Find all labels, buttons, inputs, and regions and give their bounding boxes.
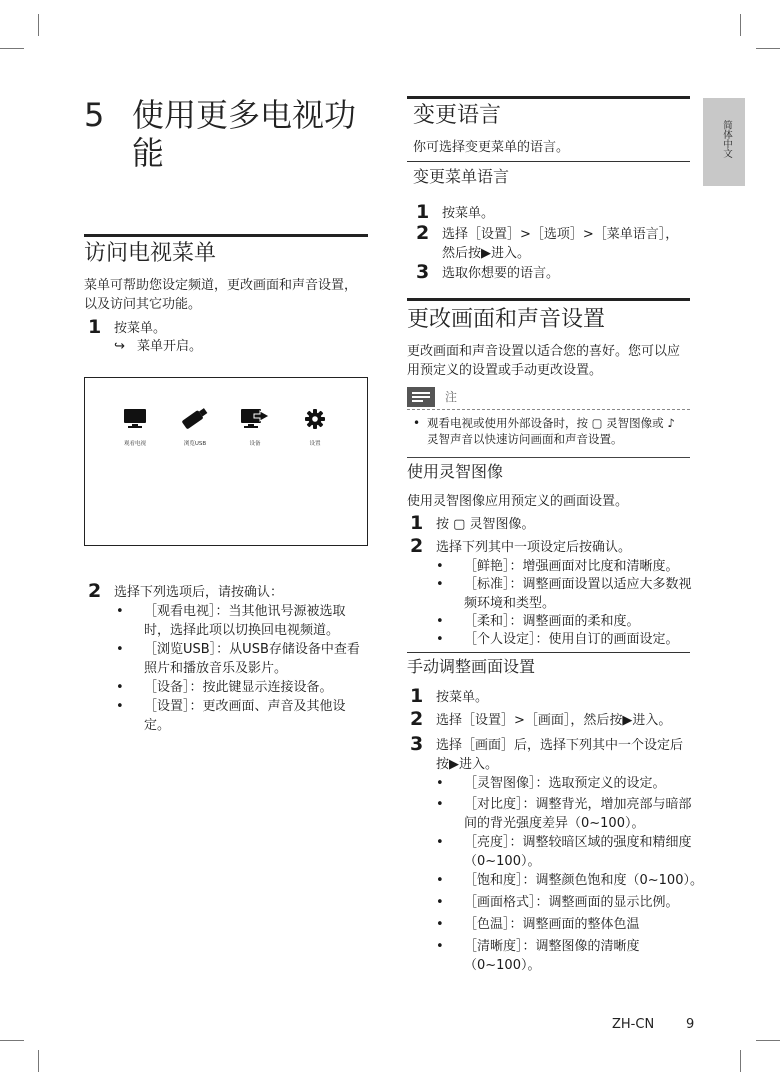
subsection-rule: [407, 161, 690, 162]
bullet-dot: •: [436, 917, 444, 932]
crop-mark: [38, 1050, 39, 1072]
bullet-text: ［画面格式］：调整画面的显示比例。: [464, 895, 679, 910]
bullet-dot: •: [436, 776, 444, 791]
section-rule: [407, 96, 690, 99]
language-side-tab: [703, 98, 745, 186]
footer-locale: ZH-CN: [612, 1017, 655, 1032]
chapter-title: 使用更多电视功能: [132, 96, 357, 172]
section-heading-change-language: 变更语言: [413, 103, 502, 128]
bullet-dot: •: [116, 699, 124, 714]
menu-item-label: 浏览USB: [183, 441, 207, 447]
step-text: 选择下列选项后，请按确认：: [114, 585, 284, 600]
step-number: 1: [88, 316, 102, 338]
step-number: 1: [416, 201, 430, 223]
chapter-number: 5: [84, 96, 105, 134]
bullet-text: ［亮度］：调整较暗区域的强度和精细度（0~100）。: [464, 835, 692, 869]
step-number: 2: [410, 535, 424, 557]
subheading-change-menu-language: 变更菜单语言: [413, 167, 510, 186]
note-label: 注: [445, 390, 458, 404]
bullet-text: ［灵智图像］：选取预定义的设定。: [464, 776, 666, 791]
menu-item-label: 设置: [309, 441, 321, 447]
section-rule: [407, 298, 690, 301]
step-text: 按菜单。: [436, 690, 489, 705]
bullet-text: ［浏览USB］：从USB存储设备中查看照片和播放音乐及影片。: [144, 642, 360, 676]
section-rule: [84, 234, 368, 237]
bullet-text: ［设置］：更改画面、声音及其他设定。: [144, 699, 346, 733]
step-text: 选择下列其中一项设定后按确认。: [436, 540, 632, 555]
bullet-dot: •: [436, 577, 444, 592]
section-heading-access-menu: 访问电视菜单: [84, 241, 217, 266]
step-number: 2: [88, 580, 102, 602]
step-number: 2: [410, 708, 424, 730]
crop-mark: [38, 14, 39, 36]
bullet-dot: •: [436, 939, 444, 954]
result-text: 菜单开启。: [137, 339, 203, 354]
language-tab-label: 简体中文: [721, 120, 732, 158]
step-number: 3: [416, 261, 430, 283]
subheading-smart-picture: 使用灵智图像: [407, 462, 504, 481]
step-text: 选择［设置］>［画面］，然后按▶进入。: [436, 713, 672, 728]
note-icon: [407, 387, 435, 407]
bullet-dot: •: [436, 559, 444, 574]
change-language-intro: 你可选择变更菜单的语言。: [413, 140, 570, 155]
access-menu-intro: 菜单可帮助您设定频道，更改画面和声音设置，以及访问其它功能。: [84, 278, 358, 312]
step-number: 2: [416, 222, 430, 244]
bullet-dot: •: [436, 895, 444, 910]
bullet-text: ［饱和度］：调整颜色饱和度（0~100）。: [464, 873, 703, 888]
tv-icon: [123, 408, 147, 430]
subsection-rule: [407, 652, 690, 653]
result-arrow-icon: ↪: [114, 339, 125, 354]
crop-mark: [0, 1040, 24, 1041]
bullet-text: ［标准］：调整画面设置以适应大多数视频环境和类型。: [464, 577, 692, 611]
step-text: 按菜单。: [442, 206, 495, 221]
smart-picture-intro: 使用灵智图像应用预定义的画面设置。: [407, 494, 629, 509]
step-text: 选择［画面］后，选择下列其中一个设定后按▶进入。: [436, 738, 684, 772]
bullet-dot: •: [436, 632, 444, 647]
bullet-dot: •: [436, 873, 444, 888]
menu-item-label: 设备: [249, 441, 261, 447]
bullet-text: ［个人设定］：使用自订的画面设定。: [464, 632, 679, 647]
bullet-dot: •: [436, 835, 444, 850]
bullet-dot: •: [116, 680, 124, 695]
step-text: 按菜单。: [114, 321, 167, 336]
gear-icon: [304, 408, 326, 430]
device-input-icon: [240, 408, 270, 430]
bullet-dot: •: [436, 614, 444, 629]
section-heading-picture-sound: 更改画面和声音设置: [407, 307, 606, 332]
bullet-dot: •: [116, 604, 124, 619]
step-number: 3: [410, 733, 424, 755]
picture-sound-intro: 更改画面和声音设置以适合您的喜好。您可以应用预定义的设置或手动更改设置。: [407, 344, 681, 378]
bullet-text: ［观看电视］：当其他讯号源被选取时，选择此项以切换回电视频道。: [144, 604, 346, 638]
bullet-text: ［色温］：调整画面的整体色温: [464, 917, 640, 932]
menu-item-label: 观看电视: [123, 441, 146, 447]
bullet-dot: •: [116, 642, 124, 657]
bullet-text: ［鲜艳］：增强画面对比度和清晰度。: [464, 559, 679, 574]
bullet-text: ［对比度］：调整背光，增加亮部与暗部间的背光强度差异（0~100）。: [464, 797, 692, 831]
step-text: 选择［设置］>［选项］>［菜单语言］，然后按▶进入。: [442, 227, 679, 261]
crop-mark: [756, 1040, 780, 1041]
bullet-dot: •: [436, 797, 444, 812]
step-text: 按 ▢ 灵智图像。: [436, 517, 535, 532]
crop-mark: [740, 1050, 741, 1072]
bullet-text: ［清晰度］：调整图像的清晰度（0~100）。: [464, 939, 640, 973]
step-text: 选取你想要的语言。: [442, 266, 560, 281]
bullet-text: ［设备］：按此键显示连接设备。: [144, 680, 333, 695]
crop-mark: [740, 14, 741, 36]
step-number: 1: [410, 685, 424, 707]
bullet-text: ［柔和］：调整画面的柔和度。: [464, 614, 640, 629]
usb-stick-icon: [180, 406, 210, 430]
crop-mark: [0, 48, 24, 49]
note-dot: •: [413, 416, 421, 430]
page-number: 9: [686, 1017, 695, 1032]
note-text: 观看电视或使用外部设备时，按 ▢ 灵智图像或 ♪ 灵智声音以快速访问画面和声音设置。: [427, 416, 675, 446]
tv-menu-screenshot: [84, 377, 368, 546]
crop-mark: [756, 48, 780, 49]
step-number: 1: [410, 512, 424, 534]
note-box: [407, 409, 690, 458]
subheading-manual-picture: 手动调整画面设置: [407, 657, 536, 676]
access-step-1-result: [114, 337, 364, 356]
